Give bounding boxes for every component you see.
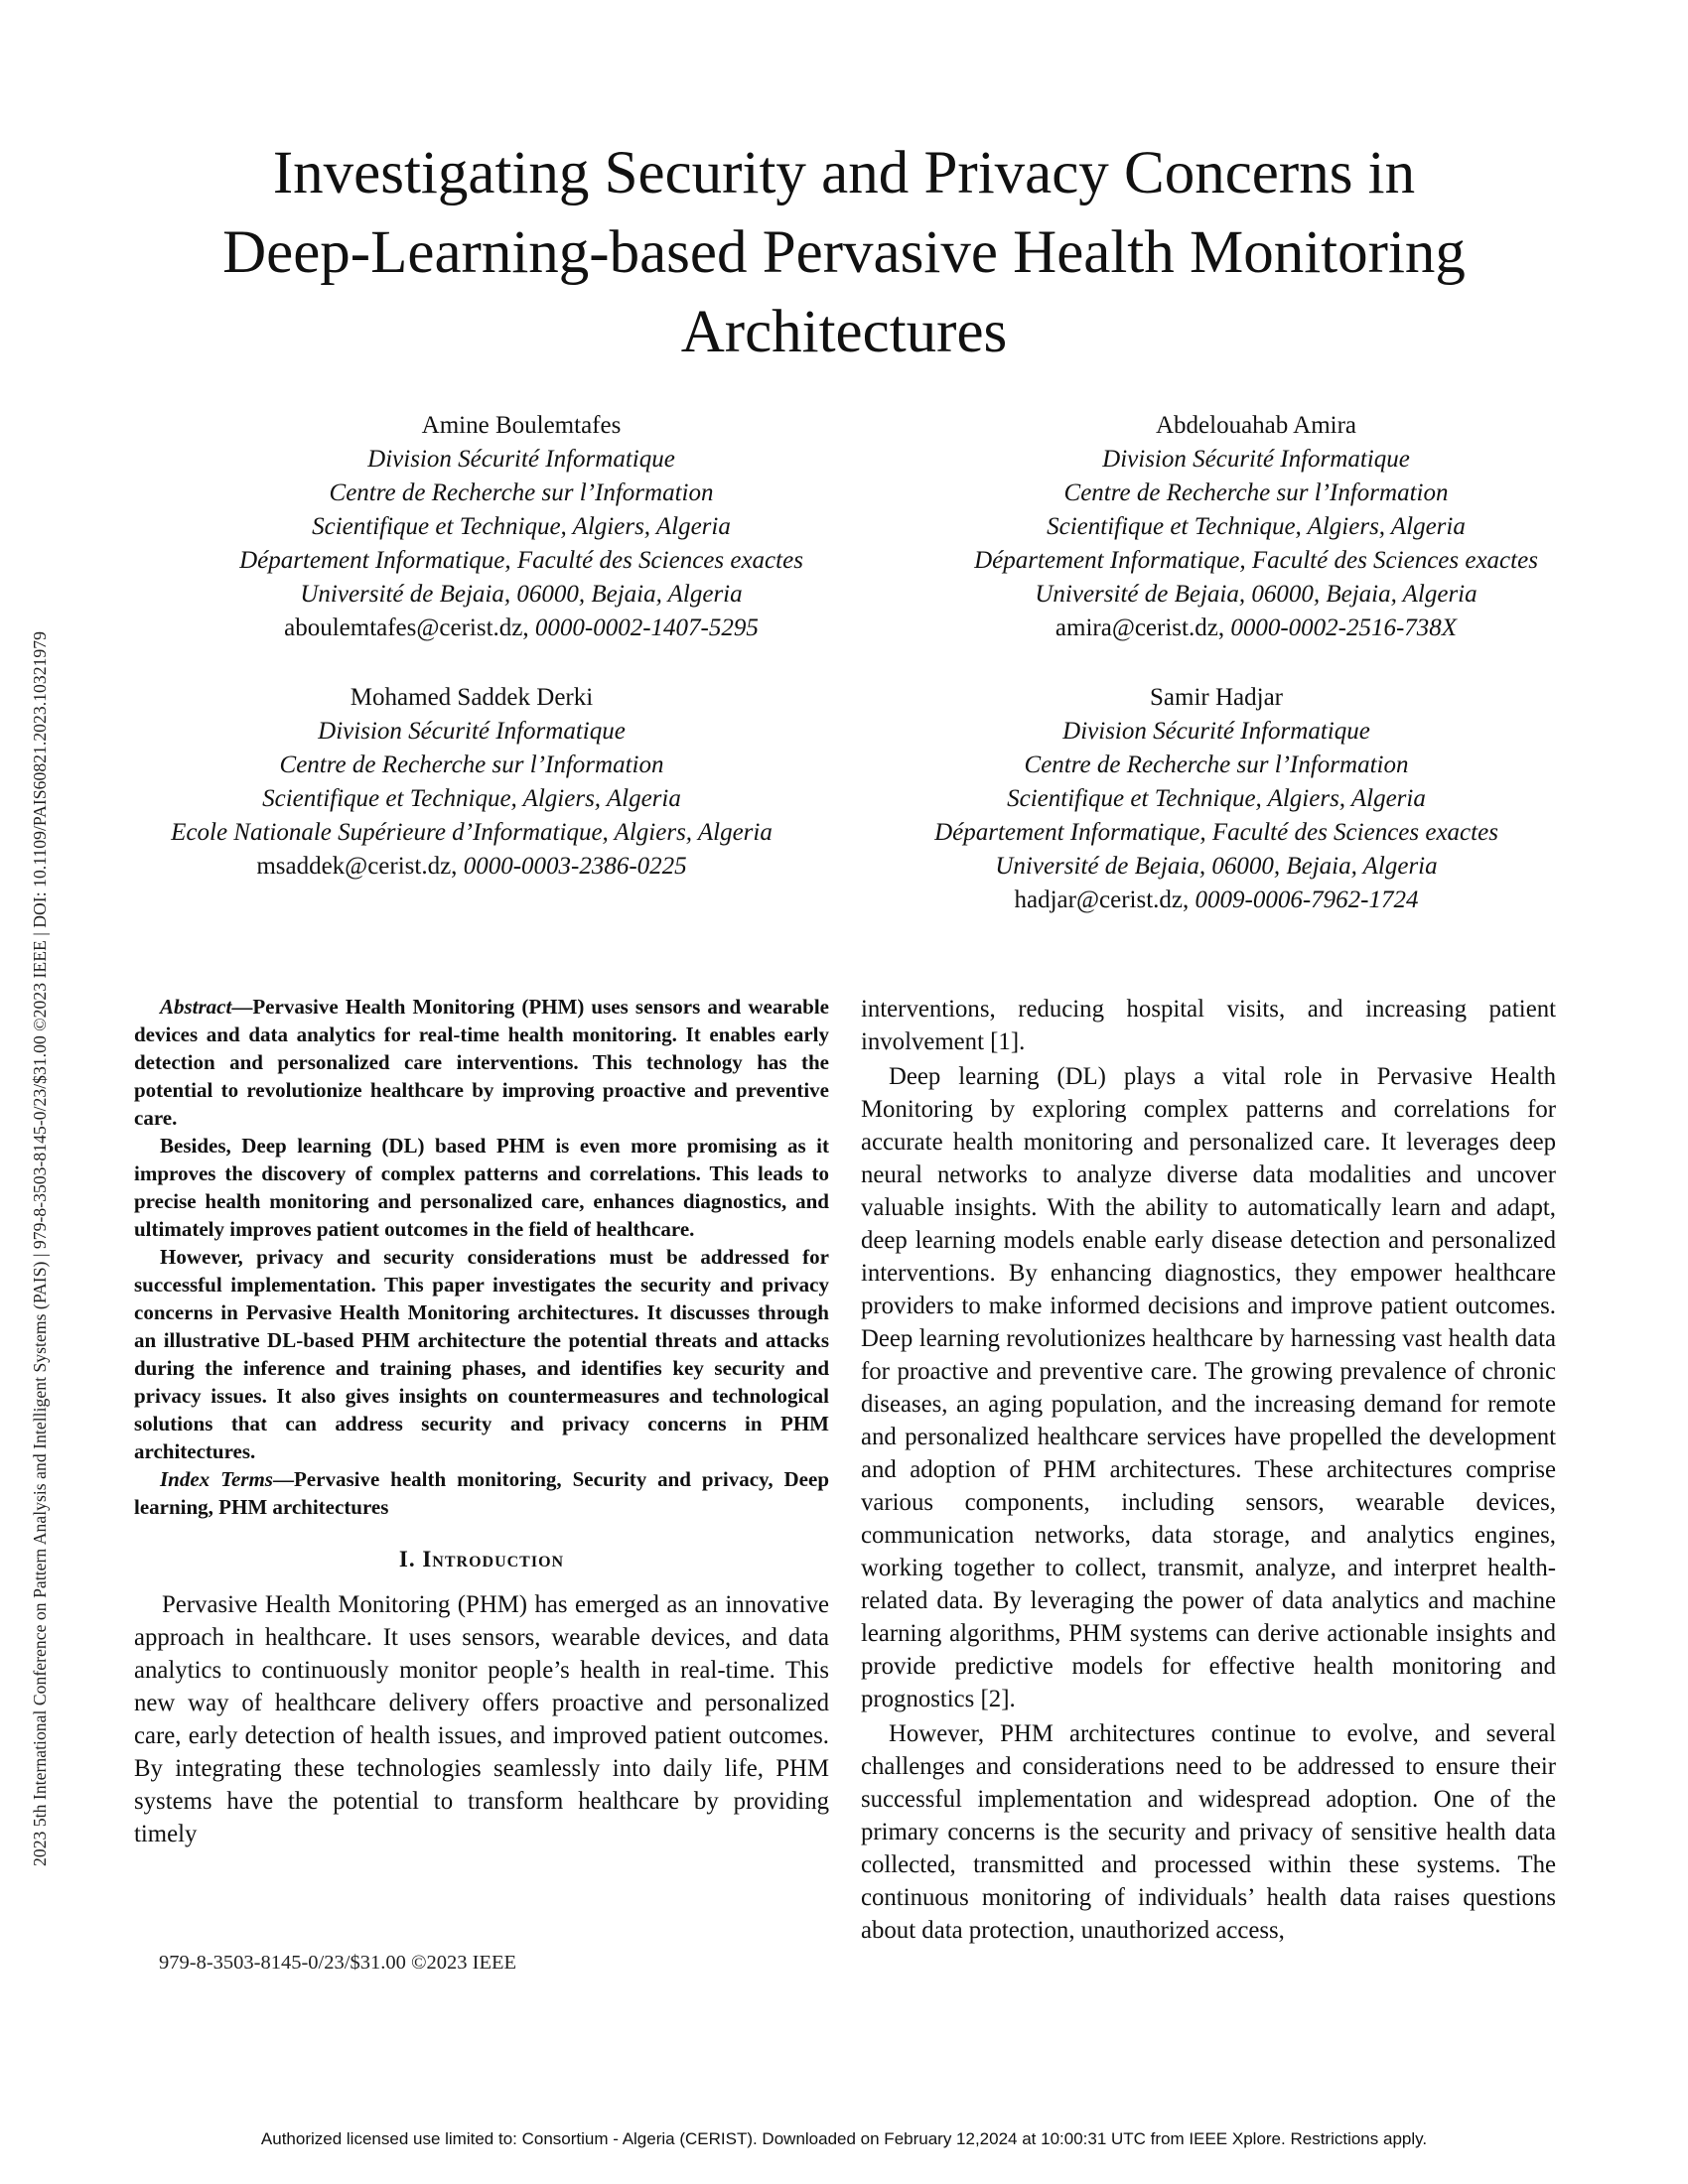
section-number: I.: [398, 1547, 423, 1571]
author-block: [824, 681, 1609, 917]
title-line: Deep-Learning-based Pervasive Health Monitoring: [222, 219, 1466, 286]
abstract: [134, 993, 829, 1521]
body-paragraph: Pervasive Health Monitoring (PHM) has emerged as an innovative approach in healthcare. It uses sensors, wearable devices, and data analytics to continuously monitor people’s health in real-time. This new way of healthcare delivery offers proactive and personalized care, early detection of health issues, and improved patient outcomes. By integrating these technologies seamlessly into daily life, PHM systems have the potential to transform healthcare by providing timely: [134, 1591, 829, 1847]
author-affiliation: Division Sécurité Informatique: [367, 446, 675, 473]
author-affiliation: Université de Bejaia, 06000, Bejaia, Algeria: [1035, 581, 1477, 608]
abstract-paragraph: Besides, Deep learning (DL) based PHM is even more promising as it improves the discovery of complex patterns and correlations. This leads to precise health monitoring and personalized care, enhances diagnostics, and ultimately improves patient outcomes in the field of healthcare.: [134, 1134, 829, 1241]
author-affiliation: Département Informatique, Faculté des Sciences exactes: [974, 547, 1538, 574]
author-block: [864, 409, 1648, 645]
right-column: [861, 993, 1556, 1947]
author-orcid: 0000-0003-2386-0225: [463, 853, 687, 880]
author-affiliation: Division Sécurité Informatique: [1062, 718, 1370, 745]
author-affiliation: Scientifique et Technique, Algiers, Algeria: [1007, 785, 1426, 812]
author-contact: [864, 612, 1648, 645]
abstract-paragraph: However, privacy and security considerations must be addressed for successful implementation. This paper investigates the security and privacy concerns in Pervasive Health Monitoring architectures. It discusses through an illustrative DL-based PHM architecture the potential threats and attacks during the inference and training phases, and identifies key security and privacy issues. It also gives insights on countermeasures and technological solutions that can address security and privacy concerns in PHM architectures.: [134, 1245, 829, 1463]
author-affiliation: Université de Bejaia, 06000, Bejaia, Algeria: [300, 581, 743, 608]
section-heading: [134, 1547, 829, 1572]
author-orcid: 0000-0002-1407-5295: [534, 614, 759, 641]
author-block: [129, 409, 914, 645]
author-affiliation: Département Informatique, Faculté des Sciences exactes: [934, 819, 1498, 846]
author-affiliation: Centre de Recherche sur l’Information: [1024, 751, 1409, 778]
doi-side-stamp: 2023 5th International Conference on Pattern Analysis and Intelligent Systems (PAIS) | 979-8-3503-8145-0/23/$31.00 ©2023 IEEE | DOI: 10.1109/PAIS60821.2023.10321979: [30, 631, 50, 1866]
title-line: Architectures: [680, 299, 1008, 365]
copyright-footnote: 979-8-3503-8145-0/23/$31.00 ©2023 IEEE: [159, 1952, 517, 1974]
index-terms-label: Index Terms: [160, 1467, 273, 1491]
author-orcid: 0009-0006-7962-1724: [1195, 887, 1419, 913]
paper-title: [119, 134, 1569, 372]
author-email[interactable]: aboulemtafes@cerist.dz,: [284, 614, 529, 641]
body-paragraph: Deep learning (DL) plays a vital role in Pervasive Health Monitoring by exploring complex patterns and correlations for accurate health monitoring and personalized care. It leverages deep neural networks to analyze diverse data modalities and uncover valuable insights. With the ability to automatically learn and adapt, deep learning models enable early disease detection and personalized interventions. By enhancing diagnostics, they empower healthcare providers to make informed decisions and improve patient outcomes. Deep learning revolutionizes healthcare by harnessing vast health data for proactive and preventive care. The growing prevalence of chronic diseases, an aging population, and the increasing demand for remote and personalized healthcare services have propelled the development and adoption of PHM architectures. These architectures comprise various components, including sensors, wearable devices, communication networks, data storage, and analytics engines, working together to collect, transmit, analyze, and interpret health-related data. By leveraging the power of data analytics and machine learning algorithms, PHM systems can derive actionable insights and provide predictive models for effective health monitoring and prognostics [2].: [861, 1063, 1556, 1712]
title-line: Investigating Security and Privacy Concerns in: [272, 140, 1416, 206]
body-paragraph: interventions, reducing hospital visits, and increasing patient involvement [1].: [861, 996, 1556, 1055]
author-affiliation: Université de Bejaia, 06000, Bejaia, Algeria: [995, 853, 1438, 880]
author-affiliation: Division Sécurité Informatique: [318, 718, 626, 745]
index-terms: Index Terms—Pervasive health monitoring, Security and privacy, Deep learning, PHM architectures: [134, 1467, 829, 1519]
abstract-paragraph: Abstract—Pervasive Health Monitoring (PHM) uses sensors and wearable devices and data analytics for real-time health monitoring. It enables early detection and personalized care interventions. This technology has the potential to revolutionize healthcare by improving proactive and preventive care.: [134, 995, 829, 1130]
author-email[interactable]: amira@cerist.dz,: [1055, 614, 1225, 641]
left-column: [134, 993, 829, 1850]
author-name: Amine Boulemtafes: [421, 412, 622, 439]
author-affiliation: Scientifique et Technique, Algiers, Algeria: [1047, 513, 1466, 540]
author-contact: [79, 850, 864, 884]
author-email[interactable]: hadjar@cerist.dz,: [1014, 887, 1190, 913]
author-block: [79, 681, 864, 884]
author-affiliation: Ecole Nationale Supérieure d’Informatique, Algiers, Algeria: [171, 819, 773, 846]
author-affiliation: Centre de Recherche sur l’Information: [1063, 479, 1449, 506]
author-email[interactable]: msaddek@cerist.dz,: [256, 853, 458, 880]
license-footer: Authorized licensed use limited to: Consortium - Algeria (CERIST). Downloaded on February 12,2024 at 10:00:31 UTC from IEEE Xplore. Restrictions apply.: [260, 2129, 1428, 2148]
author-contact: [824, 884, 1609, 917]
abstract-label: Abstract: [160, 995, 232, 1019]
author-affiliation: Division Sécurité Informatique: [1102, 446, 1410, 473]
author-orcid: 0000-0002-2516-738X: [1230, 614, 1458, 641]
author-affiliation: Département Informatique, Faculté des Sciences exactes: [239, 547, 803, 574]
author-affiliation: Scientifique et Technique, Algiers, Algeria: [262, 785, 681, 812]
author-name: Samir Hadjar: [1150, 684, 1283, 711]
body-paragraph: However, PHM architectures continue to evolve, and several challenges and considerations need to be addressed to ensure their successful implementation and widespread adoption. One of the primary concerns is the security and privacy of sensitive health data collected, transmitted and processed within these systems. The continuous monitoring of individuals’ health data raises questions about data protection, unauthorized access,: [861, 1720, 1556, 1944]
author-contact: [129, 612, 914, 645]
author-name: Mohamed Saddek Derki: [350, 684, 594, 711]
author-affiliation: Centre de Recherche sur l’Information: [329, 479, 714, 506]
author-affiliation: Centre de Recherche sur l’Information: [279, 751, 664, 778]
section-title: Introduction: [422, 1547, 565, 1571]
author-name: Abdelouahab Amira: [1155, 412, 1357, 439]
author-affiliation: Scientifique et Technique, Algiers, Algeria: [312, 513, 731, 540]
